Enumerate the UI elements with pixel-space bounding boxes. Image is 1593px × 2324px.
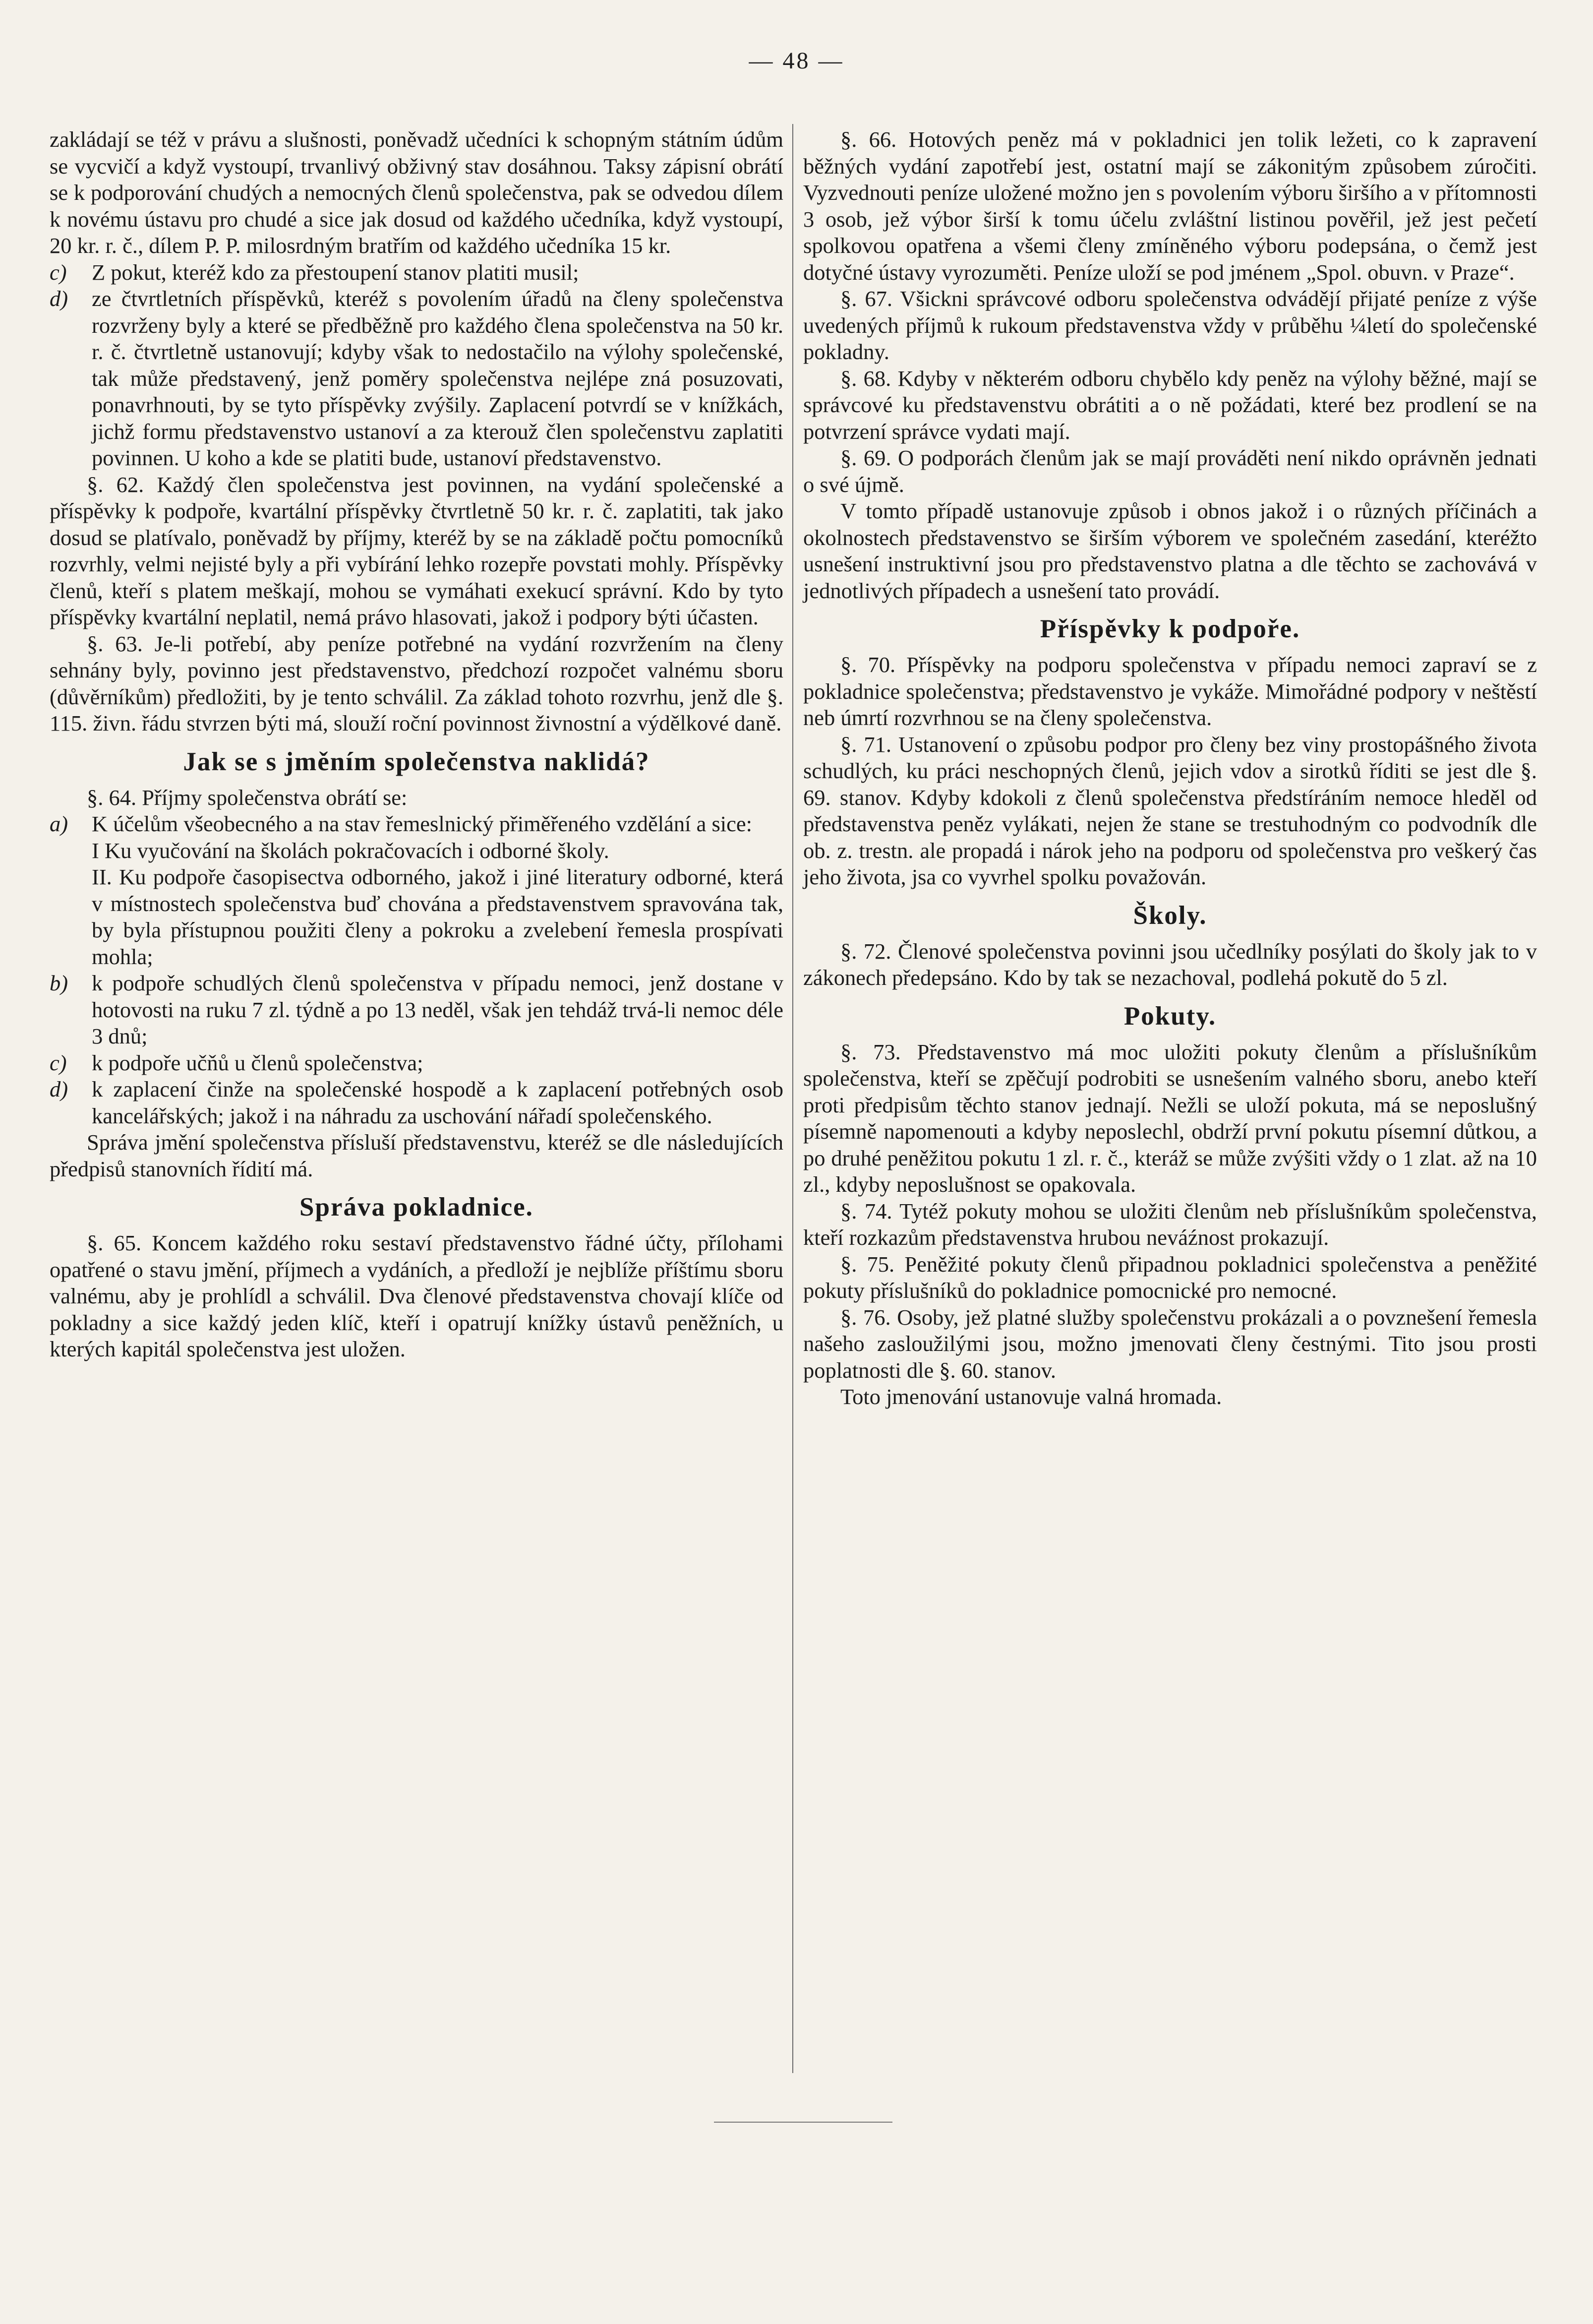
paragraph-administration: Správa jmění společenstva přísluší představenstvu, kteréž se dle následujících předpisů stanovních řídití má. xyxy=(50,1130,783,1181)
list-label: c) xyxy=(50,1050,67,1075)
list-label: d) xyxy=(50,1077,68,1101)
section-70: §. 70. Příspěvky na podporu společenstva v případu nemoci zapraví se z pokladnice společenstva; představenstvo je vykáže. Mimořádné podpory v neštěstí neb úmrtí rozvrhnou se na členy společenstva. xyxy=(803,652,1537,730)
heading-treasury: Správa pokladnice. xyxy=(299,1193,533,1222)
heading-contributions: Příspěvky k podpoře. xyxy=(1040,614,1300,643)
list-text: k podpoře schudlých členů společenstva v případu nemoci, jenž dostane v hotovosti na ruku 7 zl. týdně a po 13 neděl, však jen tehdáž trvá-li nemoc déle 3 dnů; xyxy=(92,971,783,1048)
paragraph-continuation: zakládají se též v právu a slušnosti, poněvadž učedníci k schopným státním údům se vycvičí a když vystoupí, trvanlivý obživný stav dosáhnou. Taksy zápisní obrátí se k podporování chudých a nemocných členů společenstva, pak se odvedou dílem k novému ústavu pro chudé a sice jak dosud od každého učedníka, když vystoupí, 20 kr. r. č., dílem P. P. milosrdným bratřím od každého učedníka 15 kr. xyxy=(50,127,783,258)
list-item-d xyxy=(50,286,783,472)
list-item-a xyxy=(50,811,783,838)
list-label: a) xyxy=(50,811,68,836)
list-item-d2 xyxy=(50,1076,783,1129)
section-72: §. 72. Členové společenstva povinni jsou učedlníky posýlati do školy jak to v zákonech předepsáno. Kdo by tak se nezachoval, podlehá pokutě do 5 zl. xyxy=(803,938,1537,990)
section-76: §. 76. Osoby, jež platné služby společenstvu prokázali a o povznešení řemesla našeho zasloužilými jsou, možno jmenovati členy čestnými. Tito jsou prosti poplatnosti dle §. 60. stanov. xyxy=(803,1304,1537,1383)
heading-fines: Pokuty. xyxy=(1123,1001,1217,1031)
list-label: c) xyxy=(50,259,67,285)
heading-schools: Školy. xyxy=(1133,901,1207,930)
section-75: §. 75. Peněžité pokuty členů připadnou pokladnici společenstva a peněžité pokuty příslušníků do pokladnice pomocnické pro nemocné. xyxy=(803,1251,1537,1303)
list-text: k podpoře učňů u členů společenstva; xyxy=(92,1050,423,1075)
section-74: §. 74. Tytéž pokuty mohou se uložiti členům neb příslušníkům společenstva, kteří rozkazům představenstva hrubou neváźnost prokazují. xyxy=(803,1198,1537,1250)
section-69: §. 69. O podporách členům jak se mají prováděti není nikdo oprávněn jednati o své újmě. xyxy=(803,445,1537,497)
right-column xyxy=(803,126,1537,1410)
left-column xyxy=(50,126,783,1363)
section-73: §. 73. Představenstvo má moc uložiti pokuty členům a příslušníkům společenstva, kteří se zpěčují podrobiti se usnešením valného sboru, anebo kteří proti předpisům těchto stanov jednají. Nežli se uloží pokuta, má se neposlušný písemně napomenouti a kdyby neposlechl, obdrží první pokutu písemní důtkou, a po druhé peněžitou pokutu 1 zl. r. č., kteráž se může zvýšiti vždy o 1 zlat. až na 10 zl., kdyby neposlušnost se opakovala. xyxy=(803,1039,1537,1197)
column-divider xyxy=(792,124,793,2073)
section-69-continued: V tomto případě ustanovuje způsob i obnos jakož i o různých příčinách a okolnostech představenstvo se širším výborem ve společném zasedání, kteréžto usnešení instruktivní jsou pro představenstvo platna a dle těchto se zachovává v jednotlivých případech a usnešení tato provádí. xyxy=(803,498,1537,603)
list-text: K účelům všeobecného a na stav řemeslnický přiměřeného vzdělání a sice: xyxy=(92,811,753,836)
list-item-b xyxy=(50,970,783,1050)
list-label: d) xyxy=(50,286,68,311)
section-63: §. 63. Je-li potřebí, aby peníze potřebné na vydání rozvržením na členy sehnány byly, povinno jest představenstvo, předchozí rozpočet valnému sboru (důvěrníkům) předložiti, by je tento schválil. Za základ tohoto rozvrhu, jenž dle §. 115. živn. řádu stvrzen býti má, slouží roční povinnost živnostní a výdělkové daně. xyxy=(50,631,783,735)
section-67: §. 67. Všickni správcové odboru společenstva odvádějí přijaté peníze z výše uvedených příjmů k rukoum představenstva vždy v průběhu ¼letí do společenské pokladny. xyxy=(803,286,1537,364)
section-66: §. 66. Hotových peněz má v pokladnici jen tolik ležeti, co k zapravení běžných vydání zapotřebí jest, ostatní mají se zákonitým způsobem zúročiti. Vyzvednouti peníze uložené možno jen s povolením výboru širšího a v přítomnosti 3 osob, jež výbor širší k tomu účelu zvláštní listinou pověřil, jež jest pečetí spolkovou opatřena a všemi členy zmíněného výboru podepsána, o čemž jest dotyčné ústavy vyrozuměti. Peníze uloží se pod jménem „Spol. obuvn. v Praze“. xyxy=(803,127,1537,285)
list-item-c xyxy=(50,259,783,286)
sub-item-I: I Ku vyučování na školách pokračovacích i odborné školy. xyxy=(92,838,609,863)
list-text: k zaplacení činže na společenské hospodě a k zaplacení potřebných osob kancelářských; jakož i na náhradu za uschování nářadí společenského. xyxy=(92,1077,783,1128)
section-65: §. 65. Koncem každého roku sestaví představenstvo řádné účty, přílohami opatřené o stavu jmění, příjmech a vydáních, a předloží je nejblíže příštímu sboru valnému, aby je prohlídl a schválil. Dva členové představenstva chovají klíče od pokladny a sice každý jeden klíč, kteří i opatrují knížky ústavů peněžních, u kterých kapitál společenstva jest uložen. xyxy=(50,1230,783,1361)
section-62: §. 62. Každý člen společenstva jest povinnen, na vydání společenské a příspěvky k podpoře, kvartální příspěvky čtvrtletně 50 kr. r. č. zaplatiti, tak jako dosud se platívalo, poněvadž by příjmy, kteréž by se na základě počtu pomocníků rozvrhly, velmi nejisté byly a při vybírání lehko rozepře povstati mohly. Příspěvky členů, kteří s platem meškají, mohou se vymáhati exekucí správní. Kdo by tyto příspěvky kvartální neplatil, nemá právo hlasovati, jakož i podpory býti účasten. xyxy=(50,472,783,629)
list-item-c2 xyxy=(50,1050,783,1077)
page-number: — 48 — xyxy=(749,48,844,74)
list-label: b) xyxy=(50,971,68,995)
heading-assets: Jak se s jměním společenstva naklidá? xyxy=(183,747,650,776)
list-text: ze čtvrtletních příspěvků, kteréž s povolením úřadů na členy společenstva rozvrženy byly a které se předběžně pro každého člena společenstva na 50 kr. r. č. čtvrtletně ustanovují; kdyby však to nedostačilo na výlohy společenské, tak může představený, jenž poměry společenstva nejlépe zná posuzovati, ponavrhnouti, by se tyto příspěvky zvýšily. Zaplacení potvrdí se v knížkách, jichž formu představenstvo ustanoví a za kterouž člen společenstvu zaplatiti povinnen. U koho a kde se platiti bude, ustanoví představenstvo. xyxy=(92,286,783,470)
section-64: §. 64. Příjmy společenstva obrátí se: xyxy=(87,785,408,810)
section-76-continued: Toto jmenování ustanovuje valná hromada. xyxy=(840,1384,1222,1409)
footer-rule xyxy=(714,2122,892,2123)
section-68: §. 68. Kdyby v některém odboru chybělo kdy peněz na výlohy běžné, mají se správcové ku představenstvu obrátiti a o ně požádati, které bez prodlení se na potvrzení správce vydati mají. xyxy=(803,366,1537,444)
sub-item-II: II. Ku podpoře časopisectva odborného, jakož i jiné literatury odborné, která v místnostech společenstva buď chována a představenstvem spravována tak, by byla přístupnou použiti členy a pokroku a zvelebení řemesla prospívati mohla; xyxy=(92,864,783,969)
list-text: Z pokut, kteréž kdo za přestoupení stanov platiti musil; xyxy=(92,259,579,285)
section-71: §. 71. Ustanovení o způsobu podpor pro členy bez viny prostopášného života schudlých, ku práci neschopných členů, jejich vdov a sirotků říditi se jest dle §. 69. stanov. Kdyby kdokoli z členů společenstva předstíráním nemoce hleděl od představenstva peněz vylákati, nejen že stane se trestuhodným co podvodník dle ob. z. trestn. ale propadá i nárok jeho na podporu od společenstva pro veškerý čas jeho života, jsa co vyvrhel spolku považován. xyxy=(803,732,1537,889)
